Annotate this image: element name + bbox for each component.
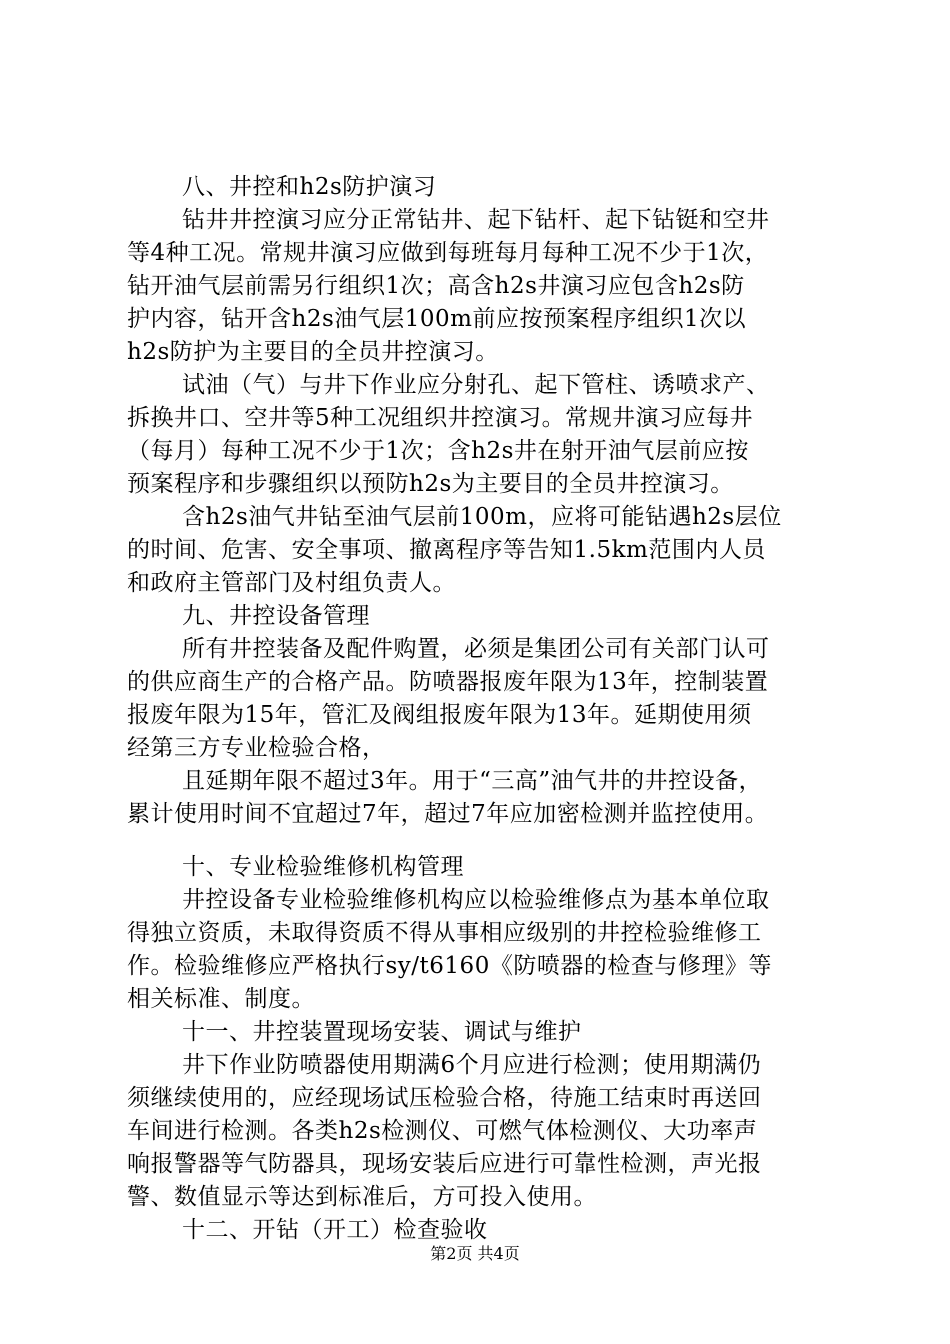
paragraph-line: 预案程序和步骤组织以预防h2s为主要目的全员井控演习。: [127, 471, 734, 497]
paragraph-line: h2s防护为主要目的全员井控演习。: [127, 339, 499, 365]
heading-section-8: 八、井控和h2s防护演习: [182, 174, 437, 200]
paragraph-line: 且延期年限不超过3年。用于“三高”油气井的井控设备，: [182, 768, 763, 794]
paragraph-line: 等4种工况。常规井演习应做到每班每月每种工况不少于1次，: [127, 240, 769, 266]
paragraph-line: 响报警器等气防器具，现场安装后应进行可靠性检测，声光报: [127, 1151, 762, 1177]
paragraph-line: （每月）每种工况不少于1次；含h2s井在射开油气层前应按: [127, 438, 749, 464]
paragraph-line: 护内容，钻开含h2s油气层100m前应按预案程序组织1次以: [127, 306, 747, 332]
heading-section-9: 九、井控设备管理: [182, 603, 370, 629]
paragraph-line: 警、数值显示等达到标准后，方可投入使用。: [127, 1184, 597, 1210]
paragraph-line: 井下作业防喷器使用期满6个月应进行检测；使用期满仍: [182, 1052, 762, 1078]
paragraph-line: 井控设备专业检验维修机构应以检验维修点为基本单位取: [182, 887, 770, 913]
paragraph-line: 车间进行检测。各类h2s检测仪、可燃气体检测仪、大功率声: [127, 1118, 758, 1144]
paragraph-line: 试油（气）与井下作业应分射孔、起下管柱、诱喷求产、: [182, 372, 770, 398]
paragraph-line: 累计使用时间不宜超过7年，超过7年应加密检测并监控使用。: [127, 801, 769, 827]
paragraph-line: 拆换井口、空井等5种工况组织井控演习。常规井演习应每井: [127, 405, 754, 431]
paragraph-line: 和政府主管部门及村组负责人。: [127, 570, 456, 596]
paragraph-line: 须继续使用的，应经现场试压检验合格，待施工结束时再送回: [127, 1085, 762, 1111]
paragraph-line: 报废年限为15年，管汇及阀组报废年限为13年。延期使用须: [127, 702, 752, 728]
paragraph-line: 的时间、危害、安全事项、撤离程序等告知1.5km范围内人员: [127, 537, 766, 563]
paragraph-line: 所有井控装备及配件购置，必须是集团公司有关部门认可: [182, 636, 770, 662]
paragraph-line: 钻开油气层前需另行组织1次；高含h2s井演习应包含h2s防: [127, 273, 745, 299]
heading-section-10: 十、专业检验维修机构管理: [182, 854, 464, 880]
paragraph-line: 相关标准、制度。: [127, 986, 315, 1012]
page-number-footer: 第2页 共4页: [430, 1244, 520, 1263]
paragraph-line: 得独立资质，未取得资质不得从事相应级别的井控检验维修工: [127, 920, 762, 946]
heading-section-11: 十一、井控装置现场安装、调试与维护: [182, 1019, 582, 1045]
heading-section-12: 十二、开钻（开工）检查验收: [182, 1217, 488, 1243]
paragraph-line: 含h2s油气井钻至油气层前100m，应将可能钻遇h2s层位: [182, 504, 782, 530]
paragraph-line: 的供应商生产的合格产品。防喷器报废年限为13年，控制装置: [127, 669, 769, 695]
paragraph-line: 经第三方专业检验合格，: [127, 735, 386, 761]
paragraph-line: 作。检验维修应严格执行sy/t6160《防喷器的检查与修理》等: [127, 953, 772, 979]
paragraph-line: 钻井井控演习应分正常钻井、起下钻杆、起下钻铤和空井: [182, 207, 770, 233]
